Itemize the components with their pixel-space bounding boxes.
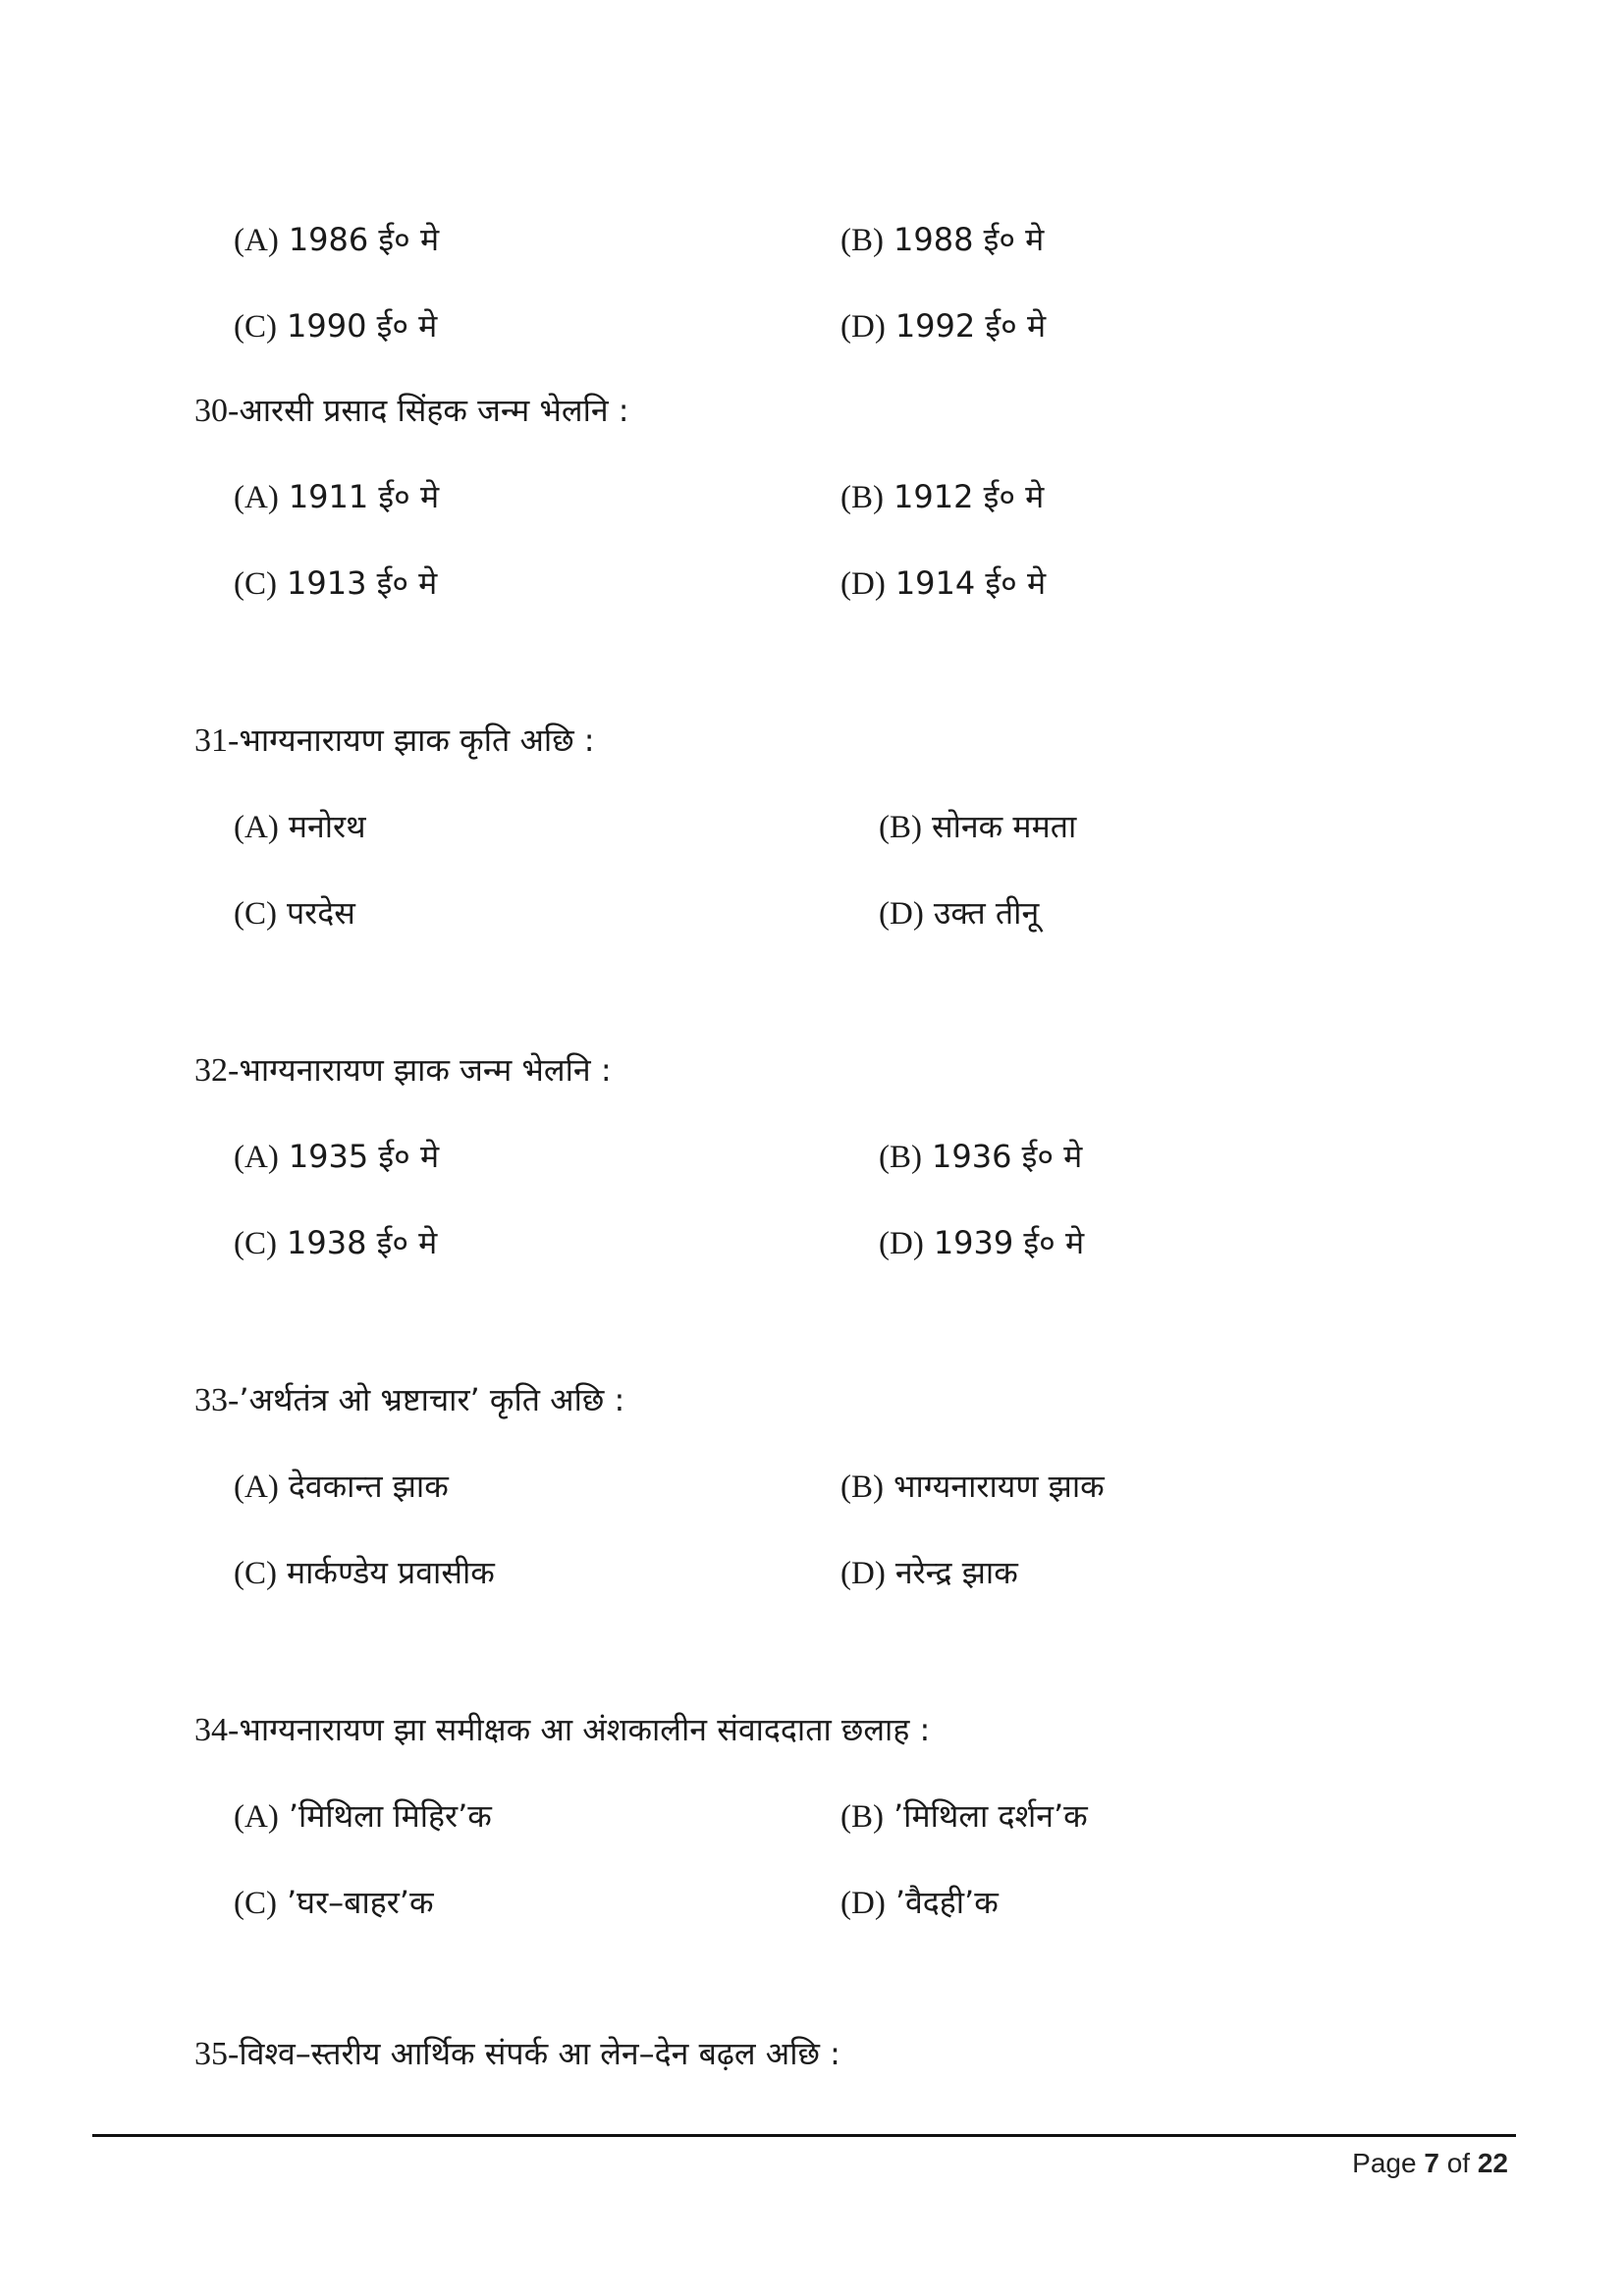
option-a: (A) मनोरथ [234, 808, 366, 845]
question-31: 31-भाग्यनारायण झाक कृति अछि : [194, 721, 595, 759]
question-30: 30-आरसी प्रसाद सिंहक जन्म भेलनि : [194, 392, 629, 429]
option-d: (D) 1939 ई० मे [879, 1224, 1085, 1261]
option-d: (D) ’वैदही’क [840, 1884, 999, 1921]
question-32: 32-भाग्यनारायण झाक जन्म भेलनि : [194, 1051, 612, 1089]
option-b: (B) सोनक ममता [879, 808, 1077, 845]
option-d: (D) 1914 ई० मे [840, 564, 1047, 602]
option-d: (D) नरेन्द्र झाक [840, 1554, 1018, 1591]
option-row [0, 1465, 1375, 1514]
option-row [0, 1881, 1375, 1930]
option-c: (C) 1990 ई० मे [234, 307, 438, 345]
option-b: (B) भाग्यनारायण झाक [840, 1468, 1105, 1505]
question-34: 34-भाग्यनारायण झा समीक्षक आ अंशकालीन संवाददाता छलाह : [194, 1711, 931, 1748]
option-c: (C) 1938 ई० मे [234, 1224, 438, 1261]
option-row [0, 1221, 1375, 1270]
footer-divider [92, 2134, 1516, 2137]
option-a: (A) देवकान्त झाक [234, 1468, 449, 1505]
question-35: 35-विश्व–स्तरीय आर्थिक संपर्क आ लेन–देन बढ़ल अछि : [194, 2035, 840, 2072]
option-b: (B) 1988 ई० मे [840, 221, 1045, 258]
option-row [0, 805, 1375, 854]
option-b: (B) 1936 ई० मे [879, 1138, 1083, 1175]
option-d: (D) 1992 ई० मे [840, 307, 1047, 345]
option-row [0, 561, 1375, 611]
option-a: (A) 1911 ई० मे [234, 478, 440, 515]
option-a: (A) ’मिथिला मिहिर’क [234, 1797, 492, 1835]
page-number: Page 7 of 22 [1352, 2148, 1508, 2178]
option-row [0, 1551, 1375, 1600]
option-c: (C) परदेस [234, 894, 355, 932]
option-row [0, 891, 1375, 940]
option-a: (A) 1935 ई० मे [234, 1138, 440, 1175]
question-33: 33-’अर्थतंत्र ओ भ्रष्टाचार’ कृति अछि : [194, 1381, 625, 1418]
option-row [0, 1794, 1375, 1843]
option-b: (B) 1912 ई० मे [840, 478, 1045, 515]
option-row [0, 304, 1375, 353]
option-d: (D) उक्त तीनू [879, 894, 1040, 932]
option-row [0, 218, 1375, 267]
option-row [0, 475, 1375, 524]
option-row [0, 1135, 1375, 1184]
option-c: (C) मार्कण्डेय प्रवासीक [234, 1554, 495, 1591]
option-c: (C) ’घर–बाहर’क [234, 1884, 434, 1921]
option-a: (A) 1986 ई० मे [234, 221, 440, 258]
option-b: (B) ’मिथिला दर्शन’क [840, 1797, 1088, 1835]
option-c: (C) 1913 ई० मे [234, 564, 438, 602]
